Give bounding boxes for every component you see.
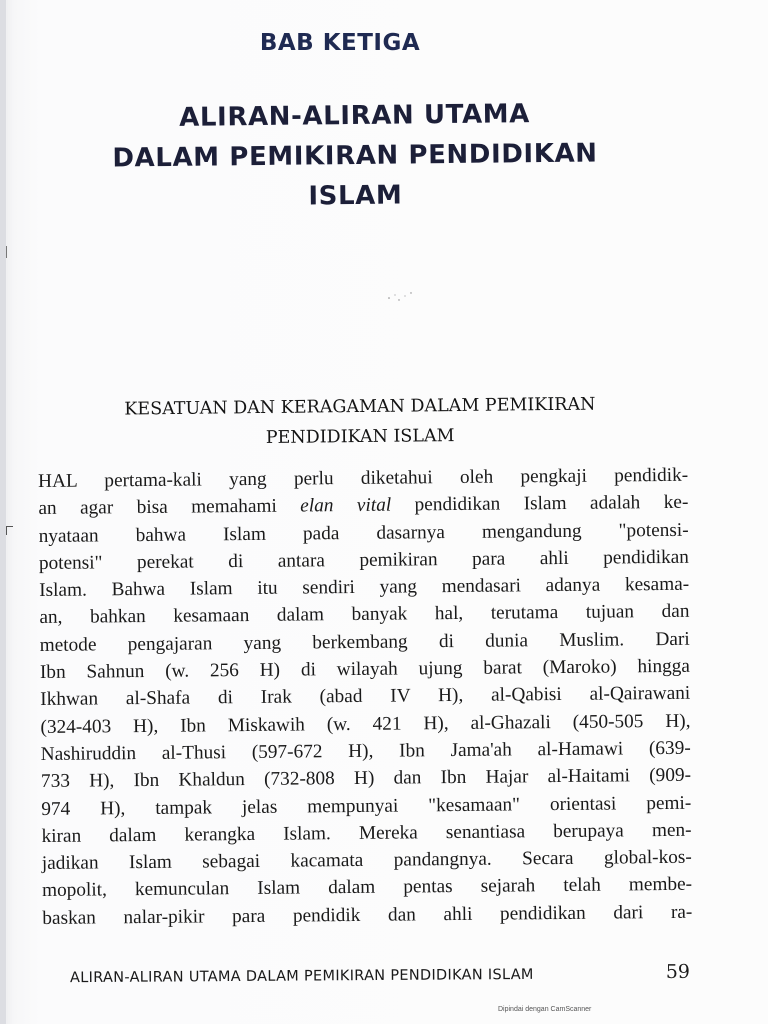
scan-artifact	[6, 246, 7, 258]
page-number: 59	[665, 960, 691, 984]
text-segment: HAL pertama-kali yang perlu diketahui oleh pengkaji pendidik-	[38, 464, 689, 492]
chapter-title-line: ISLAM	[308, 180, 403, 212]
italic-term: elan vital	[300, 494, 392, 517]
chapter-title-line: ALIRAN-ALIRAN UTAMA	[179, 99, 531, 133]
section-heading-line: KESATUAN DAN KERAGAMAN DALAM PEMIKIRAN	[124, 394, 596, 420]
text-segment: kiran dalam kerangka Islam. Mereka senantiasa berupaya men-	[41, 819, 692, 847]
text-segment: nyataan bahwa Islam pada dasarnya mengandung "potensi-	[38, 519, 689, 547]
section-heading	[40, 389, 681, 456]
chapter-title-line: DALAM PEMIKIRAN PENDIDIKAN	[112, 138, 598, 174]
text-line	[42, 898, 692, 932]
text-segment: an, bahkan kesamaan dalam banyak hal, terutama tujuan dan	[39, 601, 690, 629]
scanner-watermark: Dipindai dengan CamScanner	[498, 1006, 592, 1013]
scan-speck	[385, 290, 415, 304]
text-segment: baskan nalar-pikir para pendidik dan ahli pendidikan dari ra-	[42, 901, 693, 929]
text-segment: potensi" perekat di antara pemikiran para ahli pendidikan	[38, 546, 689, 574]
text-segment: (324-403 H), Ibn Miskawih (w. 421 H), al-Ghazali (450-505 H),	[40, 710, 691, 738]
text-segment: metode pengajaran yang berkembang di dunia Muslim. Dari	[39, 628, 690, 656]
text-segment: jadikan Islam sebagai kacamata pandangnya. Secara global-kos-	[41, 846, 692, 875]
body-paragraph	[38, 462, 692, 932]
running-title: ALIRAN-ALIRAN UTAMA DALAM PEMIKIRAN PENDIDIKAN ISLAM	[69, 966, 534, 987]
chapter-title	[19, 92, 690, 219]
page-footer	[70, 961, 690, 987]
text-segment: Nashiruddin al-Thusi (597-672 H), Ibn Jama'ah al-Hamawi (639-	[40, 737, 691, 765]
chapter-label: BAB KETIGA	[259, 30, 421, 56]
text-segment: mopolit, kemunculan Islam dalam pentas sejarah telah membe-	[41, 874, 693, 902]
text-segment: Islam. Bahwa Islam itu sendiri yang mendasari adanya kesama-	[39, 573, 690, 602]
text-segment: 733 H), Ibn Khaldun (732-808 H) dan Ibn Hajar al-Haitami (909-	[40, 765, 692, 793]
text-segment: 974 H), tampak jelas mempunyai "kesamaan" orientasi pemi-	[41, 792, 692, 820]
text-segment: Ikhwan al-Shafa di Irak (abad IV H), al-Qabisi al-Qairawani	[40, 683, 691, 711]
text-segment: an agar bisa memahami	[38, 495, 301, 520]
page-binding-edge	[0, 0, 6, 1024]
text-segment: pendidikan Islam adalah ke-	[391, 492, 689, 516]
section-heading-line: PENDIDIKAN ISLAM	[265, 426, 455, 448]
text-segment: Ibn Sahnun (w. 256 H) di wilayah ujung barat (Maroko) hingga	[39, 655, 691, 684]
scan-artifact	[6, 526, 13, 535]
